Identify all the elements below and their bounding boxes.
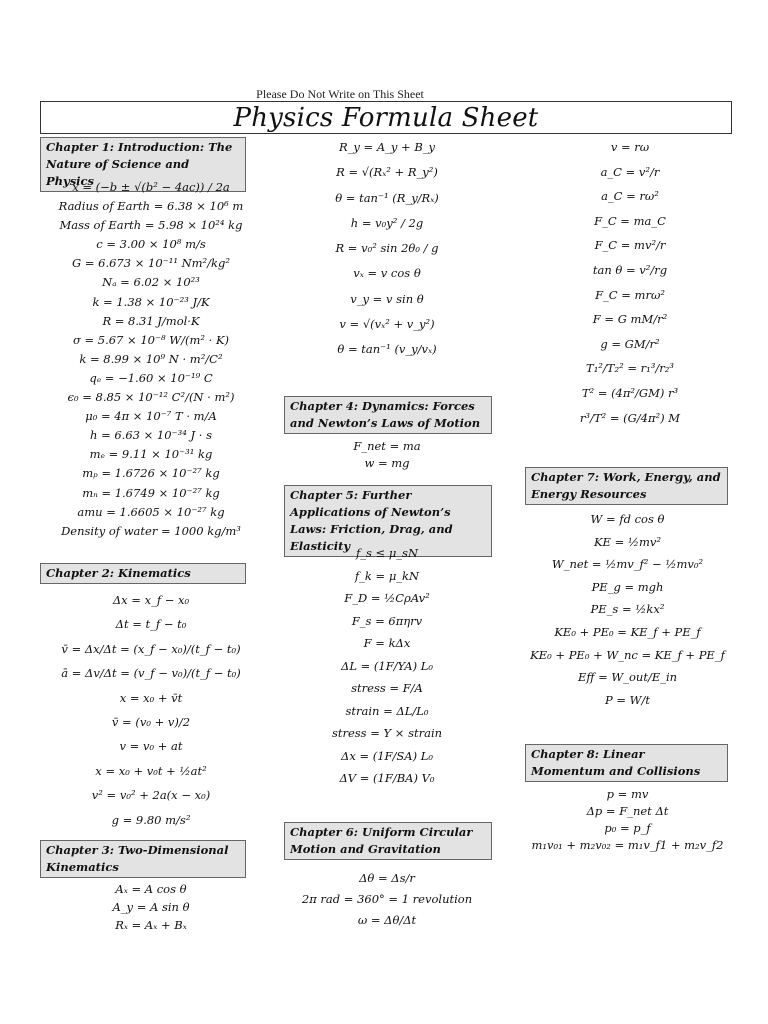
formula-line: R_y = A_y + B_y [338,140,436,154]
formula-line: Eff = W_out/E_in [577,670,678,685]
formula-line: Δθ = Δs/r [359,871,415,885]
formula-line: KE = ½mv² [593,534,662,549]
formula-line: F = kΔx [363,636,411,650]
formula-line: ΔL = (1F/YA) L₀ [341,658,433,673]
formula-line: v = rω [610,140,650,154]
chapter-2-heading: Chapter 2: Kinematics [40,563,246,584]
formula-line: h = v₀y² / 2g [350,215,424,230]
formula-line: Nₐ = 6.02 × 10²³ [102,275,200,290]
formula-line: w = mg [364,456,410,470]
formula-line: strain = ΔL/L₀ [345,703,429,718]
formula-line: R = √(Rₓ² + R_y²) [336,165,438,180]
formula-line: k = 8.99 × 10⁹ N · m²/C² [79,351,223,366]
formula-line: F_C = mv²/r [594,238,666,253]
formula-line: F_net = ma [353,439,421,453]
formula-line: A_y = A sin θ [112,900,190,914]
formula-line: F_C = ma_C [594,213,666,228]
formula-line: Δx = x_f − x₀ [112,593,190,607]
formula-line: R = v₀² sin 2θ₀ / g [335,241,439,256]
formula-line: x = (−b ± √(b² − 4ac)) / 2a [72,180,230,194]
formula-line: Rₓ = Aₓ + Bₓ [115,918,187,932]
formula-line: F = G mM/r² [592,312,668,327]
formula-line: PE_s = ½kx² [590,602,665,617]
formula-line: ΔV = (1F/BA) V₀ [339,771,435,785]
formula-line: stress = Y × strain [331,726,443,740]
formula-line: σ = 5.67 × 10⁻⁸ W/(m² · K) [72,332,230,347]
formula-line: ā = Δv/Δt = (v_f − v₀)/(t_f − t₀) [61,666,241,681]
formula-line: Mass of Earth = 5.98 × 10²⁴ kg [59,218,243,233]
chapter-6-equations [282,868,492,931]
formula-line: PE_g = mgh [591,579,664,594]
formula-line: Density of water = 1000 kg/m³ [61,523,241,538]
formula-line: r³/T² = (G/4π²) M [579,410,681,425]
formula-line: mₚ = 1.6726 × 10⁻²⁷ kg [82,466,220,481]
formula-line: F_C = mrω² [595,287,665,302]
formula-line: stress = F/A [351,681,423,695]
formula-line: ϵ₀ = 8.85 × 10⁻¹² C²/(N · m²) [67,390,235,405]
formula-line: θ = tan⁻¹ (R_y/Rₓ) [335,190,439,205]
chapter-4-heading: Chapter 4: Dynamics: Forces and Newton’s Laws of Motion [284,396,492,434]
formula-line: x = x₀ + v₀t + ½at² [95,763,207,778]
chapter-1-heading: Chapter 1: Introduction: The Nature of Science and Physics [40,137,246,192]
chapter-5-equations [282,542,492,790]
formula-line: KE₀ + PE₀ + W_nc = KE_f + PE_f [530,647,725,662]
formula-line: c = 3.00 × 10⁸ m/s [96,237,206,252]
formula-line: v̄ = Δx/Δt = (x_f − x₀)/(t_f − t₀) [61,641,241,656]
formula-line: amu = 1.6605 × 10⁻²⁷ kg [77,504,225,519]
chapter-7-equations [525,508,730,711]
formula-line: g = 9.80 m/s² [111,812,191,827]
formula-line: vₓ = v cos θ [353,266,421,281]
formula-line: Aₓ = A cos θ [115,882,187,896]
chapter-3-equations [40,880,262,934]
formula-line: Δp = F_net Δt [586,804,669,818]
chapter-3-heading: Chapter 3: Two-Dimensional Kinematics [40,840,246,878]
chapter-2-equations [40,588,262,832]
formula-line: T₁²/T₂² = r₁³/r₂³ [586,361,674,376]
formula-line: p₀ = p_f [604,821,651,835]
formula-line: v = v₀ + at [119,739,183,754]
formula-line: k = 1.38 × 10⁻²³ J/K [92,294,210,309]
page-title: Physics Formula Sheet [233,102,539,133]
formula-line: Δt = t_f − t₀ [115,617,187,632]
chapter-6-continued-equations [530,135,730,430]
formula-line: p = mv [606,787,649,801]
formula-line: qₑ = −1.60 × 10⁻¹⁹ C [89,370,213,385]
formula-line: T² = (4π²/GM) r³ [581,385,679,400]
formula-line: Radius of Earth = 6.38 × 10⁶ m [58,199,244,214]
formula-line: mₑ = 9.11 × 10⁻³¹ kg [89,447,213,462]
formula-line: μ₀ = 4π × 10⁻⁷ T · m/A [85,409,217,424]
formula-line: m₁v₀₁ + m₂v₀₂ = m₁v_f1 + m₂v_f2 [531,838,724,852]
chapter-8-equations [525,786,730,854]
chapter-7-heading: Chapter 7: Work, Energy, and Energy Resources [525,467,728,505]
formula-line: Δx = (1F/SA) L₀ [341,748,433,763]
formula-line: g = GM/r² [600,336,660,351]
chapter-4-equations [282,438,492,472]
formula-line: 2π rad = 360° = 1 revolution [301,892,473,906]
formula-line: F_D = ½CρAv² [344,591,430,605]
formula-line: v² = v₀² + 2a(x − x₀) [91,788,211,803]
formula-line: x = x₀ + v̄t [119,690,183,705]
formula-line: v_y = v sin θ [350,291,424,306]
formula-line: v̄ = (v₀ + v)/2 [111,714,191,729]
formula-line: f_s ≤ μ_sN [355,546,419,560]
formula-line: θ = tan⁻¹ (v_y/vₓ) [337,342,437,357]
notice-text: Please Do Not Write on This Sheet [256,87,424,101]
chapter-1-equations [40,178,262,541]
formula-line: ω = Δθ/Δt [357,913,417,927]
formula-line: P = W/t [604,692,650,707]
formula-line: tan θ = v²/rg [592,262,668,277]
formula-line: W_net = ½mv_f² − ½mv₀² [551,557,704,572]
formula-line: R = 8.31 J/mol·K [102,313,200,328]
chapter-8-heading: Chapter 8: Linear Momentum and Collisions [525,744,728,782]
formula-line: h = 6.63 × 10⁻³⁴ J · s [90,428,212,443]
formula-line: mₙ = 1.6749 × 10⁻²⁷ kg [82,485,220,500]
formula-line: KE₀ + PE₀ = KE_f + PE_f [554,624,701,639]
formula-line: a_C = rω² [601,189,659,204]
chapter-6-heading: Chapter 6: Uniform Circular Motion and Gravitation [284,822,492,860]
formula-line: a_C = v²/r [600,164,660,179]
formula-line: W = fd cos θ [590,512,665,526]
formula-line: F_s = 6πηrv [351,613,423,628]
formula-line: G = 6.673 × 10⁻¹¹ Nm²/kg² [72,256,230,271]
formula-line: v = √(vₓ² + v_y²) [339,317,435,332]
chapter-5-heading: Chapter 5: Further Applications of Newton’s Laws: Friction, Drag, and Elasticity [284,485,492,557]
formula-line: f_k = μ_kN [354,568,420,583]
title-box [40,101,732,134]
chapter-3-continued-equations [282,135,492,363]
